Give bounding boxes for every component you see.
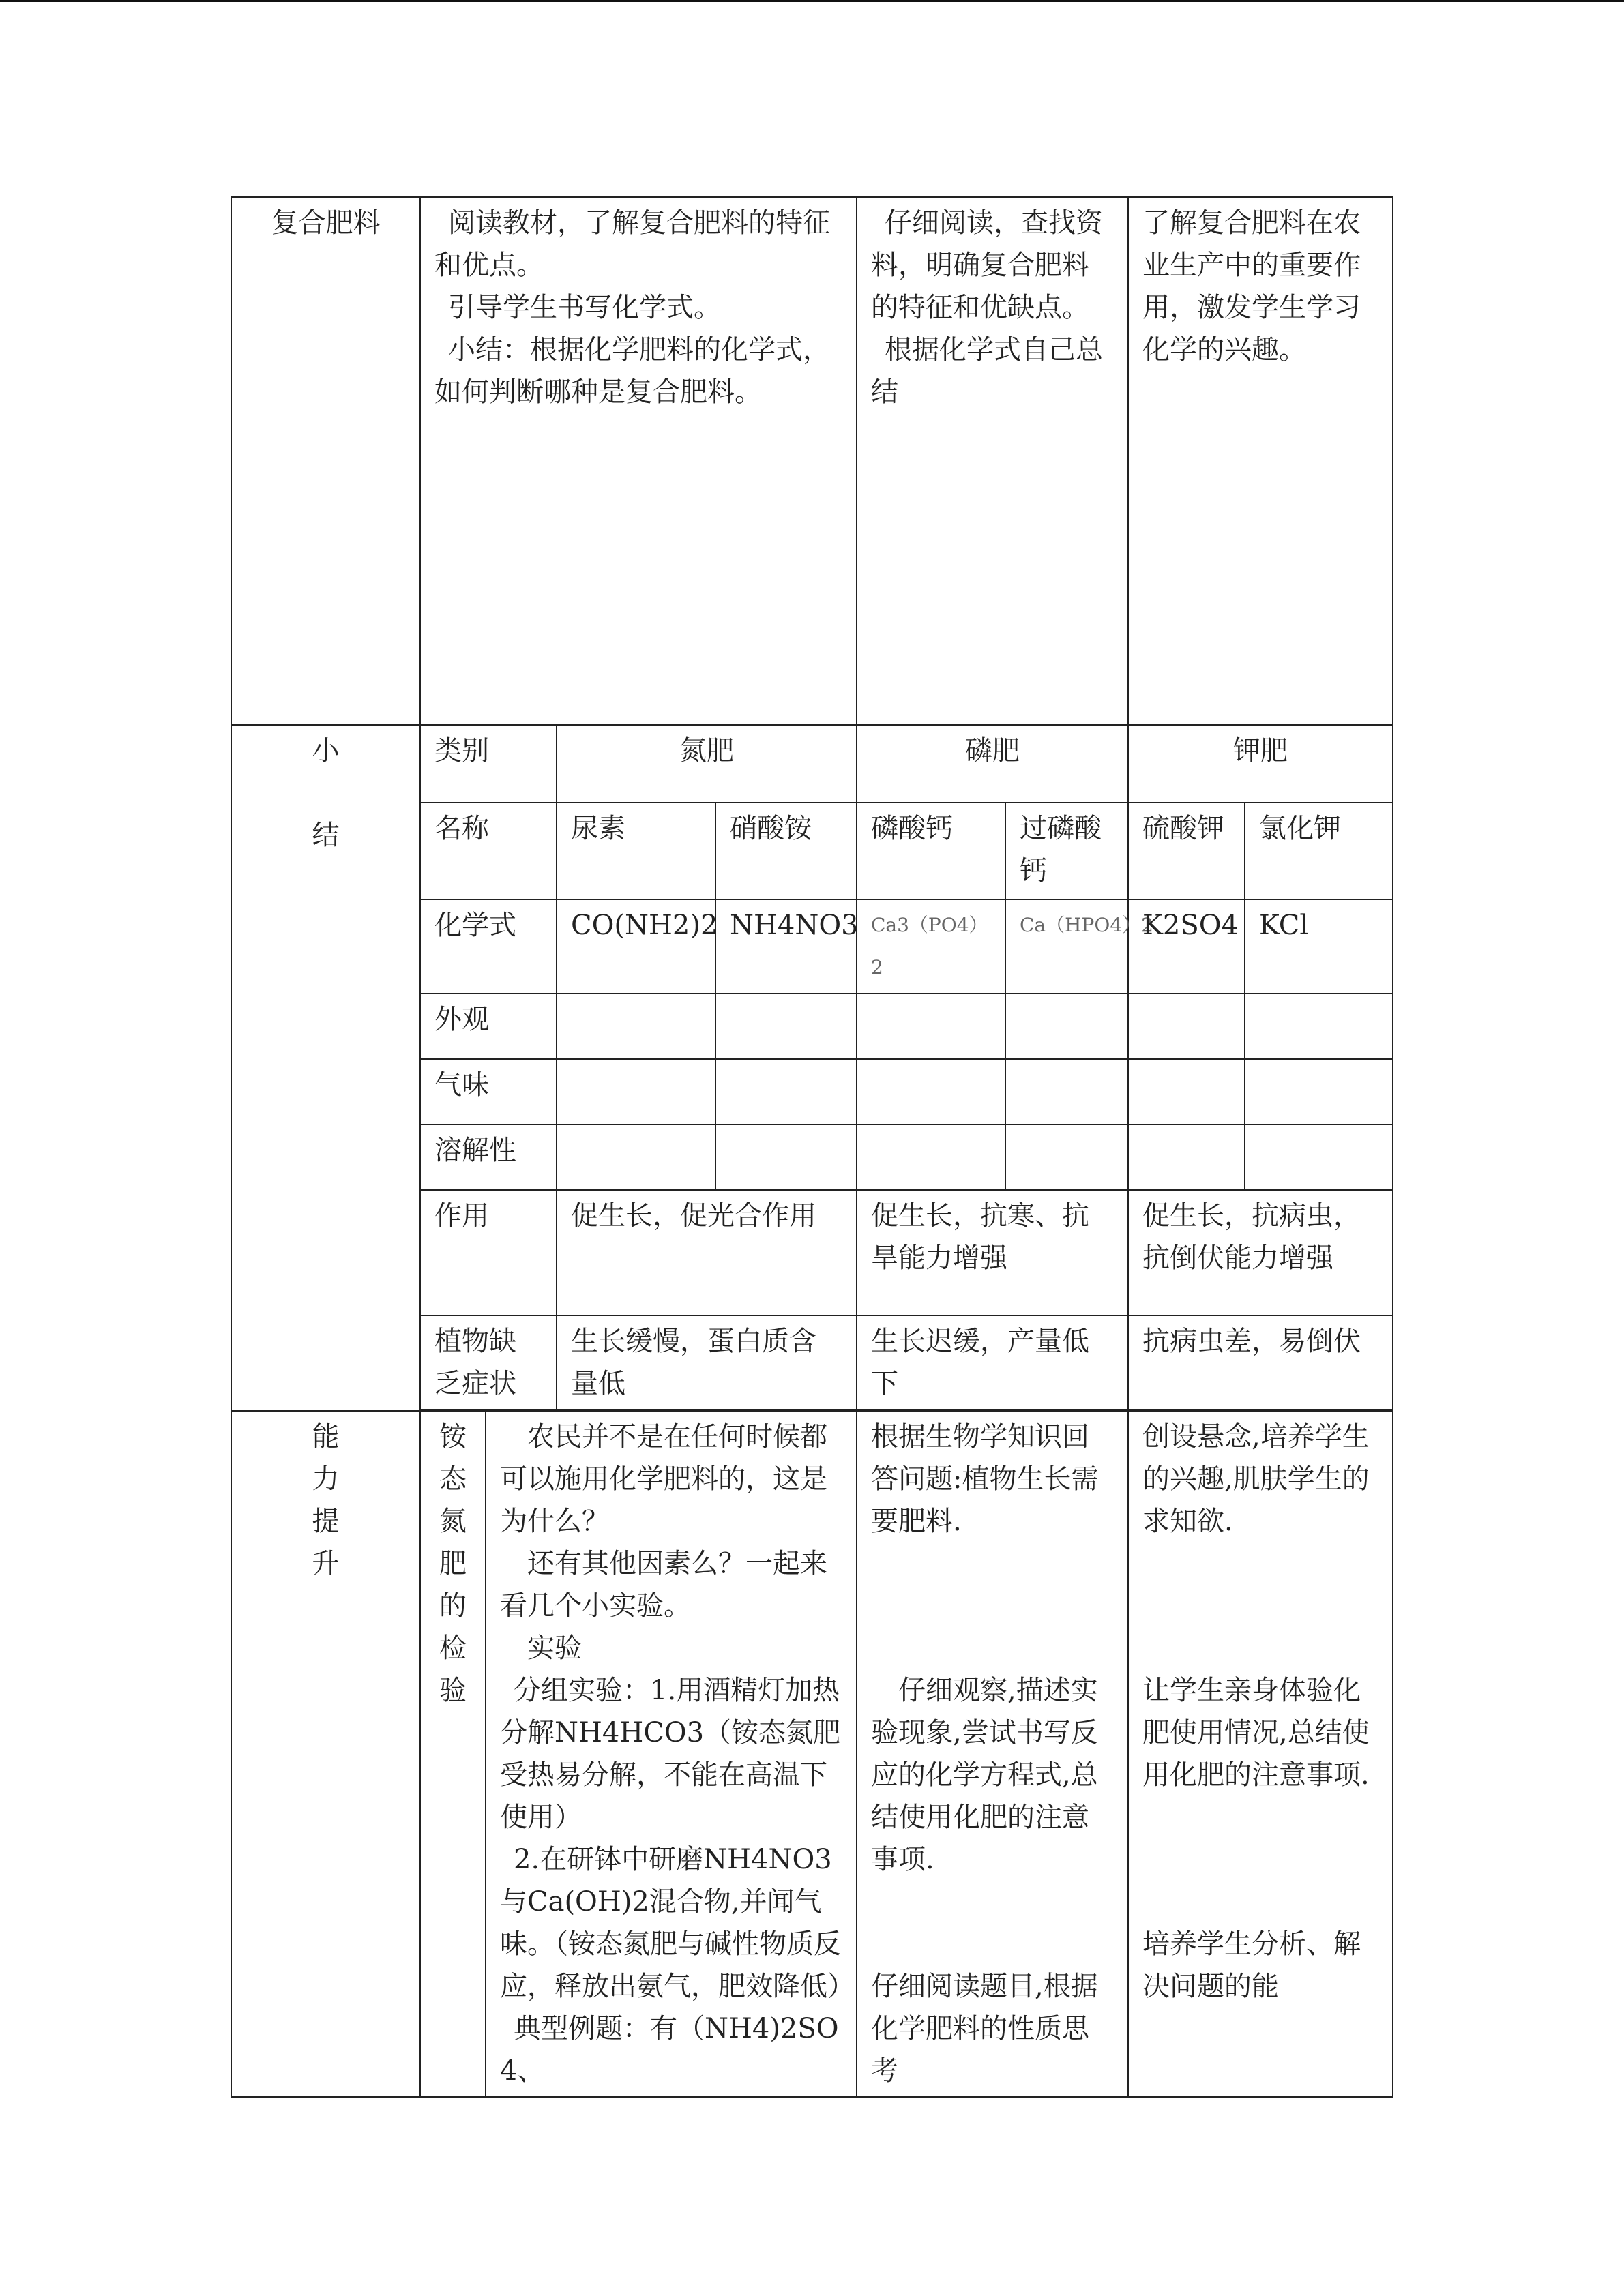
sub-label-char: 检 bbox=[439, 1632, 467, 1664]
empty-cell bbox=[557, 994, 715, 1059]
ability-design-intent bbox=[1128, 1411, 1393, 2097]
header-nitrogen: 氮肥 bbox=[557, 725, 857, 803]
empty-cell bbox=[1245, 994, 1393, 1059]
teacher-activity-cell bbox=[420, 197, 857, 725]
function-potash: 促生长，抗病虫，抗倒伏能力增强 bbox=[1128, 1190, 1393, 1315]
empty-cell bbox=[1245, 1059, 1393, 1124]
student-line: 仔细阅读，查找资料，明确复合肥料的特征和优缺点。 bbox=[871, 207, 1103, 323]
empty-cell bbox=[857, 994, 1005, 1059]
sub-label-char: 的 bbox=[439, 1590, 467, 1622]
header-phosphate: 磷肥 bbox=[857, 725, 1128, 803]
ability-label-char: 升 bbox=[312, 1548, 340, 1579]
empty-cell bbox=[1245, 1124, 1393, 1190]
row-ability bbox=[231, 1411, 1393, 2097]
row-label-deficiency: 植物缺乏症状 bbox=[420, 1315, 557, 1410]
row-label-smell: 气味 bbox=[420, 1059, 557, 1124]
teacher-line: 小结：根据化学肥料的化学式，如何判断哪种是复合肥料。 bbox=[434, 334, 830, 408]
sub-label-char: 铵 bbox=[439, 1421, 467, 1452]
deficiency-potash: 抗病虫差，易倒伏 bbox=[1128, 1315, 1393, 1410]
empty-cell bbox=[557, 1124, 715, 1190]
teacher-line: 还有其他因素么？一起来看几个小实验。 bbox=[500, 1548, 827, 1622]
student-line: 仔细观察,描述实验现象,尝试书写反应的化学方程式,总结使用化肥的注意事项. bbox=[871, 1675, 1098, 1875]
intent-text: 了解复合肥料在农业生产中的重要作用，激发学生学习化学的兴趣。 bbox=[1142, 207, 1361, 366]
teacher-line: 典型例题：有（NH4)2SO4、 bbox=[500, 2013, 839, 2087]
student-line: 仔细阅读题目,根据化学肥料的性质思考 bbox=[871, 1971, 1098, 2087]
ability-sub-label bbox=[420, 1411, 486, 2097]
ability-label-char: 提 bbox=[312, 1506, 340, 1537]
formula-cell: KCl bbox=[1245, 899, 1393, 994]
row-compound-fertilizer bbox=[231, 197, 1393, 725]
empty-cell bbox=[715, 1059, 857, 1124]
teacher-line: 引导学生书写化学式。 bbox=[448, 292, 721, 323]
student-line: 根据化学式自己总结 bbox=[871, 334, 1103, 408]
formula-cell: K2SO4 bbox=[1128, 899, 1245, 994]
empty-cell bbox=[715, 994, 857, 1059]
teacher-line: 阅读教材，了解复合肥料的特征和优点。 bbox=[434, 207, 830, 281]
section-title-compound-fertilizer: 复合肥料 bbox=[231, 197, 420, 725]
formula-cell: Ca3（PO4）2 bbox=[857, 899, 1005, 994]
row-label-solubility: 溶解性 bbox=[420, 1124, 557, 1190]
teacher-line: 农民并不是在任何时候都可以施用化学肥料的，这是为什么？ bbox=[500, 1421, 827, 1537]
summary-label-char: 小 bbox=[312, 735, 340, 766]
ability-section-label bbox=[231, 1411, 420, 2097]
empty-cell bbox=[1005, 1124, 1128, 1190]
sub-label-char: 验 bbox=[439, 1675, 467, 1706]
ability-teacher-activity bbox=[486, 1411, 857, 2097]
empty-cell bbox=[557, 1059, 715, 1124]
student-activity-cell bbox=[857, 197, 1128, 725]
ability-label-char: 能 bbox=[312, 1421, 340, 1452]
deficiency-nitrogen: 生长缓慢，蛋白质含量低 bbox=[557, 1315, 857, 1410]
ability-student-activity bbox=[857, 1411, 1128, 2097]
row-label-formula: 化学式 bbox=[420, 899, 557, 994]
header-category: 类别 bbox=[420, 725, 557, 803]
empty-cell bbox=[857, 1124, 1005, 1190]
formula-cell: NH4NO3 bbox=[715, 899, 857, 994]
empty-cell bbox=[857, 1059, 1005, 1124]
empty-cell bbox=[1005, 994, 1128, 1059]
sub-label-char: 态 bbox=[439, 1463, 467, 1495]
name-cell: 硫酸钾 bbox=[1128, 803, 1245, 899]
empty-cell bbox=[715, 1124, 857, 1190]
teacher-line: 2.在研钵中研磨NH4NO3与Ca(OH)2混合物,并闻气味。（铵态氮肥与碱性物质反应，释放出氨气，肥效降低） bbox=[500, 1844, 855, 2002]
formula-cell: CO(NH2)2 bbox=[557, 899, 715, 994]
empty-cell bbox=[1005, 1059, 1128, 1124]
name-cell: 氯化钾 bbox=[1245, 803, 1393, 899]
page-top-border bbox=[0, 0, 1624, 2]
teacher-line: 分组实验：1.用酒精灯加热分解NH4HCO3（铵态氮肥受热易分解，不能在高温下使用） bbox=[500, 1675, 841, 1833]
lesson-plan-table bbox=[231, 196, 1393, 2098]
deficiency-phosphate: 生长迟缓，产量低下 bbox=[857, 1315, 1128, 1410]
empty-cell bbox=[1128, 1124, 1245, 1190]
summary-label-char: 结 bbox=[312, 820, 340, 851]
name-cell: 尿素 bbox=[557, 803, 715, 899]
intent-text: 创设悬念,培养学生的兴趣,肌肤学生的求知欲. bbox=[1142, 1421, 1370, 1537]
empty-cell bbox=[1128, 1059, 1245, 1124]
teacher-line: 实验 bbox=[527, 1632, 582, 1664]
name-cell: 过磷酸钙 bbox=[1005, 803, 1128, 899]
function-phosphate: 促生长，抗寒、抗旱能力增强 bbox=[857, 1190, 1128, 1315]
row-label-appearance: 外观 bbox=[420, 994, 557, 1059]
formula-cell: Ca（HPO4）2 bbox=[1005, 899, 1128, 994]
name-cell: 磷酸钙 bbox=[857, 803, 1005, 899]
name-cell: 硝酸铵 bbox=[715, 803, 857, 899]
intent-text: 让学生亲身体验化肥使用情况,总结使用化肥的注意事项. bbox=[1142, 1675, 1370, 1791]
summary-header-row bbox=[231, 725, 1393, 803]
intent-text: 培养学生分析、解决问题的能 bbox=[1142, 1928, 1361, 2002]
sub-label-char: 肥 bbox=[439, 1548, 467, 1579]
summary-section-label bbox=[231, 725, 420, 1411]
ability-label-char: 力 bbox=[312, 1463, 340, 1495]
header-potash: 钾肥 bbox=[1128, 725, 1393, 803]
sub-label-char: 氮 bbox=[439, 1506, 467, 1537]
design-intent-cell bbox=[1128, 197, 1393, 725]
student-line: 根据生物学知识回答问题:植物生长需要肥料. bbox=[871, 1421, 1099, 1537]
row-label-function: 作用 bbox=[420, 1190, 557, 1315]
function-nitrogen: 促生长，促光合作用 bbox=[557, 1190, 857, 1315]
empty-cell bbox=[1128, 994, 1245, 1059]
row-label-name: 名称 bbox=[420, 803, 557, 899]
